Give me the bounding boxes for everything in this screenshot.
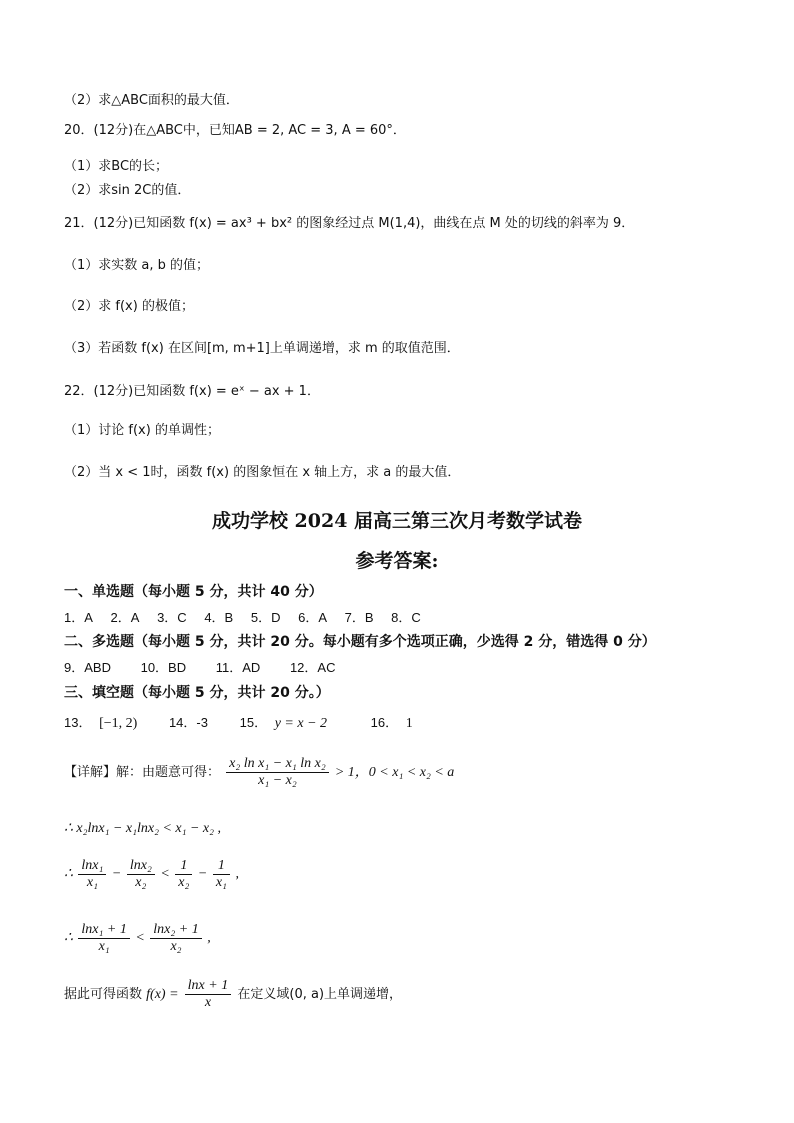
last-fraction	[185, 978, 232, 1011]
comma: ,	[235, 866, 239, 882]
q21-part3: （3）若函数 f(x) 在区间[m, m+1]上单调递增，求 m 的取值范围．	[64, 341, 460, 356]
den: x₂	[178, 875, 190, 890]
answer-16-label: 16．	[370, 715, 399, 730]
q22-head: 22．(12分)已知函数 f(x) = eˣ − ax + 1．	[64, 384, 320, 399]
less-than: <	[135, 930, 145, 946]
num: lnx₂ + 1	[150, 922, 201, 939]
num: lnx₁	[78, 858, 106, 875]
therefore-symbol: ∴	[64, 930, 73, 946]
answer-1: 1．A	[64, 610, 93, 625]
den: x₁	[215, 875, 227, 890]
q20-head: 20．(12分)在△ABC中，已知AB = 2, AC = 3, A = 60°．	[64, 123, 406, 138]
detail-condition: > 1，0 < x₁ < x₂ < a	[334, 765, 455, 780]
answer-15-label: 15．	[239, 715, 268, 730]
less-than: <	[160, 866, 170, 882]
num: 1	[175, 858, 192, 875]
section-single-choice: 一、单选题（每小题 5 分，共计 40 分）	[64, 584, 323, 600]
last-f: f(x) =	[146, 987, 179, 1002]
answer-13-value: [−1, 2)	[99, 716, 138, 731]
last-line	[64, 978, 402, 1011]
q21-head: 21．(12分)已知函数 f(x) = ax³ + bx² 的图象经过点 M(1,4)，曲线在点 M 处的切线的斜率为 9．	[64, 216, 635, 231]
fraction-numerator: x₂ ln x₁ − x₁ ln x₂	[226, 756, 329, 773]
answer-15-value: y = x − 2	[274, 716, 328, 731]
answer-2: 2．A	[110, 610, 140, 625]
frac-b	[127, 858, 155, 891]
fraction-denominator: x₁ − x₂	[258, 773, 297, 788]
q20-part1: （1）求BC的长；	[64, 159, 169, 174]
step1: ∴ x₂lnx₁ − x₁lnx₂ < x₁ − x₂ ,	[64, 821, 222, 836]
answer-14: 14．-3	[168, 715, 208, 730]
fill-answer-row	[64, 712, 427, 732]
den: x₁	[98, 939, 110, 954]
answer-9: 9．ABD	[64, 660, 111, 675]
answer-3: 3．C	[157, 610, 187, 625]
q22-part2: （2）当 x < 1时，函数 f(x) 的图象恒在 x 轴上方，求 a 的最大值．	[64, 465, 461, 480]
step2	[64, 858, 239, 891]
last-pre: 据此可得函数	[64, 987, 143, 1002]
frac-a	[78, 922, 129, 955]
answer-5: 5．D	[250, 610, 281, 625]
den: x₂	[135, 875, 147, 890]
comma: ,	[207, 930, 211, 946]
answer-subtitle: 参考答案:	[355, 550, 439, 572]
answer-6: 6．A	[298, 610, 327, 625]
answer-title: 成功学校 2024 届高三第三次月考数学试卷	[211, 510, 583, 532]
answer-4: 4．B	[204, 610, 234, 625]
den: x₁	[86, 875, 98, 890]
detail-line	[64, 756, 454, 789]
den: x	[204, 995, 212, 1010]
frac-a	[78, 858, 106, 891]
minus-sign: −	[111, 866, 122, 882]
den: x₂	[170, 939, 182, 954]
answer-11: 11．AD	[215, 660, 261, 675]
q19-part2: （2）求△ABC面积的最大值．	[64, 93, 239, 108]
step3	[64, 922, 211, 955]
num: 1	[213, 858, 230, 875]
detail-fraction	[226, 756, 329, 789]
answer-10: 10．BD	[140, 660, 187, 675]
q22-part1: （1）讨论 f(x) 的单调性；	[64, 423, 220, 438]
section-fill-blank: 三、填空题（每小题 5 分，共计 20 分。）	[64, 685, 330, 701]
frac-c	[175, 858, 192, 891]
minus-sign: −	[197, 866, 208, 882]
answer-12: 12．AC	[289, 660, 336, 675]
last-post: 在定义域(0, a)上单调递增，	[237, 987, 403, 1002]
answer-16-value: 1	[405, 716, 413, 731]
answer-8: 8．C	[391, 610, 421, 625]
frac-d	[213, 858, 230, 891]
therefore-symbol: ∴	[64, 866, 73, 882]
section-multi-choice: 二、多选题（每小题 5 分，共计 20 分。每小题有多个选项正确，少选得 2 分，错选得 0 分）	[64, 634, 656, 650]
num: lnx₁ + 1	[78, 922, 129, 939]
detail-label: 【详解】解：由题意可得：	[64, 765, 221, 780]
answer-7: 7．B	[344, 610, 374, 625]
q21-part2: （2）求 f(x) 的极值；	[64, 299, 194, 314]
q20-part2: （2）求sin 2C的值．	[64, 183, 191, 198]
answer-13-label: 13．	[64, 715, 92, 730]
frac-b	[150, 922, 201, 955]
multi-answer-row	[64, 657, 349, 676]
num: lnx + 1	[185, 978, 232, 995]
q21-part1: （1）求实数 a, b 的值；	[64, 258, 210, 273]
single-answer-row	[64, 607, 435, 626]
num: lnx₂	[127, 858, 155, 875]
